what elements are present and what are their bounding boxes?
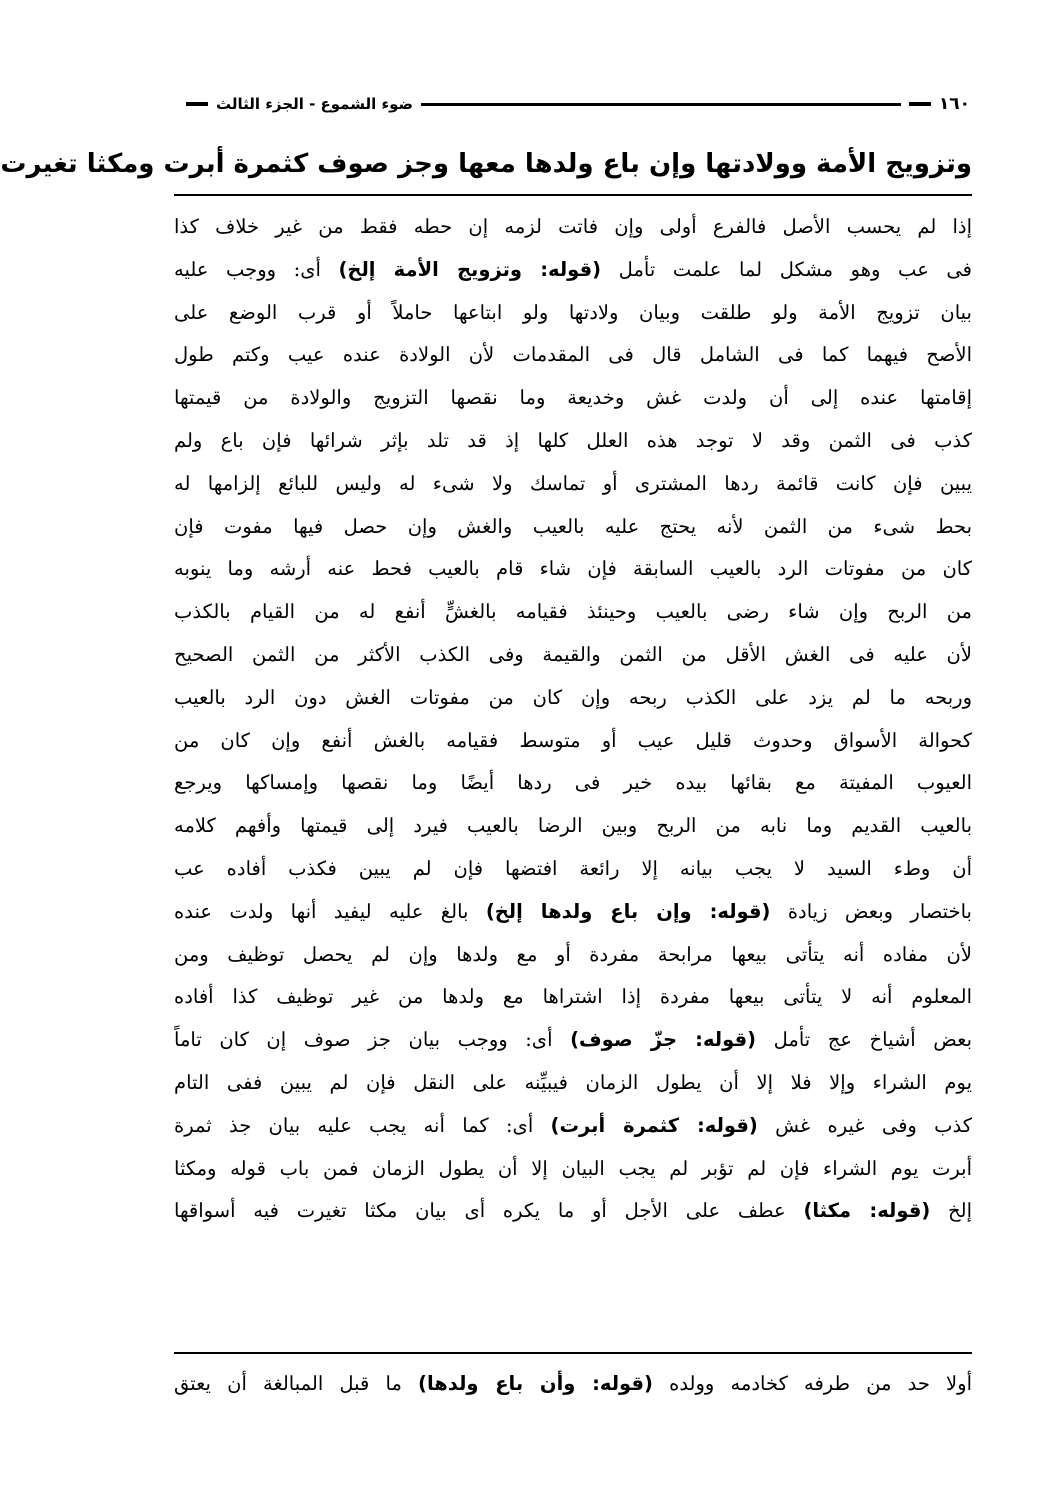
commentary-lemma: (قوله: وتزويج الأمة إلخ) <box>338 257 602 281</box>
text-line <box>174 934 972 977</box>
text-line <box>174 762 972 805</box>
commentary-lemma: (قوله: كثمرة أبرت) <box>550 1113 758 1137</box>
text-segment: بيان تزويج الأمة ولو طلقت وبيان ولادتها ولو ابتاعها حاملاً أو قرب الوضع على <box>174 300 972 324</box>
commentary-lemma: (قوله: وأن باع ولدها) <box>418 1372 653 1395</box>
text-segment: أى: ووجب عليه <box>174 257 339 281</box>
running-header <box>178 92 970 116</box>
text-segment: المعلوم أنه لا يتأتى بيعها مفردة إذا اشتراها مع ولدها من غير توظيف كذا أفاده <box>174 985 972 1009</box>
text-segment: عطف على الأجل أو ما يكره أى بيان مكثا تغيرت فيه أسواقها <box>174 1199 804 1223</box>
footnote <box>174 1364 972 1404</box>
text-line <box>174 506 972 549</box>
text-line <box>174 1190 972 1233</box>
text-segment: ما قبل المبالغة أن يعتق <box>174 1372 419 1395</box>
text-segment: إقامتها عنده إلى أن ولدت غش وخديعة وما نقصها التزويج والولادة من قيمتها <box>174 386 972 410</box>
footnote-rule <box>174 1352 972 1354</box>
text-segment: يبين فإن كانت قائمة ردها المشترى أو تماسك ولا شىء له وليس للبائع إلزامها له <box>174 471 972 495</box>
text-segment: فى عب وهو مشكل لما علمت تأمل <box>601 257 973 281</box>
text-segment: إذا لم يحسب الأصل فالفرع أولى وإن فاتت لزمه إن حطه فقط من غير خلاف كذا <box>174 215 972 238</box>
text-segment: أبرت يوم الشراء فإن لم تؤبر لم يجب البيان إلا أن يطول الزمان فمن باب قوله ومكثا <box>174 1156 972 1180</box>
text-line <box>174 1148 972 1191</box>
header-dash <box>909 102 931 106</box>
text-segment: لأن عليه فى الغش الأقل من الثمن والقيمة وفى الكذب الأكثر من الثمن الصحيح <box>174 642 972 666</box>
text-segment: بالعيب القديم وما نابه من الربح وبين الرضا بالعيب فيرد إلى قيمتها وأفهم كلامه <box>174 814 972 838</box>
page-number: ١٦٠ <box>938 94 970 114</box>
text-line <box>174 591 972 634</box>
text-segment: بحط شىء من الثمن لأنه يحتج عليه بالعيب والغش وإن حصل فيها مفوت فإن <box>174 514 972 538</box>
main-text <box>174 206 972 1233</box>
text-line <box>174 677 972 720</box>
text-segment: بعض أشياخ عج تأمل <box>756 1028 972 1052</box>
text-segment: كحوالة الأسواق وحدوث قليل عيب أو متوسط فقيامه بالغش أنفع وإن كان من <box>174 728 972 752</box>
text-line <box>174 1019 972 1062</box>
commentary-lemma: (قوله: وإن باع ولدها إلخ) <box>485 899 771 923</box>
text-segment: أن وطء السيد لا يجب بيانه إلا رائعة افتضها فإن لم يبين فكذب أفاده عب <box>174 856 972 880</box>
header-dash <box>186 102 208 106</box>
text-line <box>174 1062 972 1105</box>
text-segment: من الربح وإن شاء رضى بالعيب وحينئذ فقيامه بالغشٍّ أنفع له من القيام بالكذب <box>174 600 972 624</box>
text-line <box>174 292 972 335</box>
text-segment: كذب فى الثمن وقد لا توجد هذه العلل كلها إذ قد تلد بإثر شرائها فإن باع ولم <box>174 428 972 452</box>
text-segment: أى: ووجب بيان جز صوف إن كان تاماً <box>174 1028 571 1052</box>
text-segment: كذب وفى غيره غش <box>757 1113 972 1137</box>
text-line <box>174 848 972 891</box>
header-rule <box>421 103 901 106</box>
text-line <box>174 976 972 1019</box>
text-segment: يوم الشراء وإلا فلا إلا أن يطول الزمان فيبيِّنه على النقل فإن لم يبين ففى التام <box>174 1070 972 1094</box>
text-segment: العيوب المفيتة مع بقائها بيده خير فى ردها أيضًا وما نقصها وإمساكها ويرجع <box>174 771 972 795</box>
text-segment: إلخ <box>930 1199 972 1223</box>
text-segment: لأن مفاده أنه يتأتى بيعها مرابحة مفردة أو مع ولدها وإن لم يحصل توظيف ومن <box>174 942 972 966</box>
text-line <box>174 548 972 591</box>
text-line <box>174 1105 972 1148</box>
text-line <box>174 420 972 463</box>
chapter-title: وتزويج الأمة وولادتها وإن باع ولدها معها وجز صوف كثمرة أبرت ومكثا تغيرت <box>0 149 972 179</box>
commentary-lemma: (قوله: مكثا) <box>803 1199 931 1223</box>
text-segment: أى: كما أنه يجب عليه بيان جذ ثمرة <box>174 1113 551 1137</box>
text-segment: أولا حد من طرفه كخادمه وولده <box>652 1372 973 1395</box>
text-segment: وربحه ما لم يزد على الكذب ربحه وإن كان من مفوتات الغش دون الرد بالعيب <box>174 685 972 709</box>
text-segment: الأصح فيهما كما فى الشامل قال فى المقدمات لأن الولادة عنده عيب وكتم طول <box>174 343 972 367</box>
text-line <box>174 334 972 377</box>
text-segment: باختصار وبعض زيادة <box>770 899 972 923</box>
title-rule <box>174 194 972 196</box>
text-line <box>174 206 972 249</box>
text-line <box>174 891 972 934</box>
text-line <box>174 634 972 677</box>
text-line <box>174 377 972 420</box>
text-segment: بالغ عليه ليفيد أنها ولدت عنده <box>174 899 486 923</box>
text-line <box>174 805 972 848</box>
text-line <box>174 720 972 763</box>
text-segment: كان من مفوتات الرد بالعيب السابقة فإن شاء قام بالعيب فحط عنه أرشه وما ينوبه <box>174 557 972 581</box>
text-line <box>174 249 972 292</box>
text-line <box>174 463 972 506</box>
commentary-lemma: (قوله: جزّ صوف) <box>570 1028 757 1052</box>
book-title: ضوء الشموع - الجزء الثالث <box>216 95 414 113</box>
